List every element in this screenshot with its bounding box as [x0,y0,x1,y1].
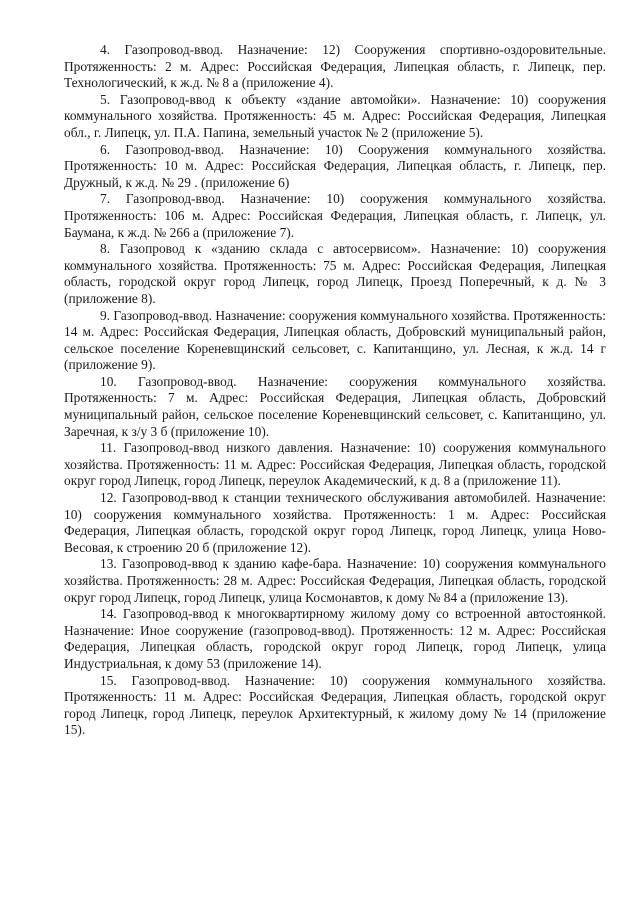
list-item-12: 12. Газопровод-ввод к станции технического обслуживания автомобилей. Назначение: 10) сооружения коммунального хозяйства. Протяженность: 1 м. Адрес: Российская Федерация, Липецкая область, городской округ город Липецк, город Липецк, улица Ново-Весовая, к строению 20 б (приложение 12). [64,490,606,555]
list-item-11: 11. Газопровод-ввод низкого давления. Назначение: 10) сооружения коммунального хозяйства. Протяженность: 11 м. Адрес: Российская Федерация, Липецкая область, городской округ город Липецк, город Липецк, переулок Академический, к д. 8 а (приложение 11). [64,440,606,489]
list-item-15: 15. Газопровод-ввод. Назначение: 10) сооружения коммунального хозяйства. Протяженность: 11 м. Адрес: Российская Федерация, Липецкая область, городской округ город Липецк, город Липецк, переулок Архитектурный, к жилому дому № 14 (приложение 15). [64,672,606,738]
document-page [64,42,606,739]
list-item-7: 7. Газопровод-ввод. Назначение: 10) сооружения коммунального хозяйства. Протяженность: 106 м. Адрес: Российская Федерация, Липецкая область, г. Липецк, ул. Баумана, к ж.д. № 266 а (приложение 7). [64,191,606,240]
list-item-10: 10. Газопровод-ввод. Назначение: сооружения коммунального хозяйства. Протяженность: 7 м. Адрес: Российская Федерация, Липецкая область, Добровский муниципальный район, сельское поселение Кореневщинский сельсовет, с. Капитанщино, ул. Заречная, к з/у 3 б (приложение 10). [64,373,606,439]
list-item-6: 6. Газопровод-ввод. Назначение: 10) Сооружения коммунального хозяйства. Протяженность: 10 м. Адрес: Российская Федерация, Липецкая область, г. Липецк, пер. Дружный, к ж.д. № 29 . (приложение 6) [64,141,606,190]
list-item-14: 14. Газопровод-ввод к многоквартирному жилому дому со встроенной автостоянкой. Назначение: Иное сооружение (газопровод-ввод). Протяженность: 12 м. Адрес: Российская Федерация, Липецкая область, городской округ город Липецк, город Липецк, улица Индустриальная, к дому 53 (приложение 14). [64,606,606,671]
list-item-4: 4. Газопровод-ввод. Назначение: 12) Сооружения спортивно-оздоровительные. Протяженность: 2 м. Адрес: Российская Федерация, Липецкая область, г. Липецк, пер. Технологический, к ж.д. № 8 а (приложение 4). [64,42,606,91]
list-item-8: 8. Газопровод к «зданию склада с автосервисом». Назначение: 10) сооружения коммунального хозяйства. Протяженность: 75 м. Адрес: Российская Федерация, Липецкая область, городской округ город Липецк, город Липецк, Проезд Поперечный, к д. № 3 (приложение 8). [64,241,606,306]
list-item-9: 9. Газопровод-ввод. Назначение: сооружения коммунального хозяйства. Протяженность: 14 м. Адрес: Российская Федерация, Липецкая область, Добровский муниципальный район, сельское поселение Кореневщинский сельсовет, с. Капитанщино, ул. Лесная, к ж.д. 14 г (приложение 9). [64,307,606,373]
list-item-5: 5. Газопровод-ввод к объекту «здание автомойки». Назначение: 10) сооружения коммунального хозяйства. Протяженность: 45 м. Адрес: Российская Федерация, Липецкая обл., г. Липецк, ул. П.А. Папина, земельный участок № 2 (приложение 5). [64,91,606,140]
list-item-13: 13. Газопровод-ввод к зданию кафе-бара. Назначение: 10) сооружения коммунального хозяйства. Протяженность: 28 м. Адрес: Российская Федерация, Липецкая область, городской округ город Липецк, город Липецк, улица Космонавтов, к дому № 84 а (приложение 13). [64,556,606,605]
